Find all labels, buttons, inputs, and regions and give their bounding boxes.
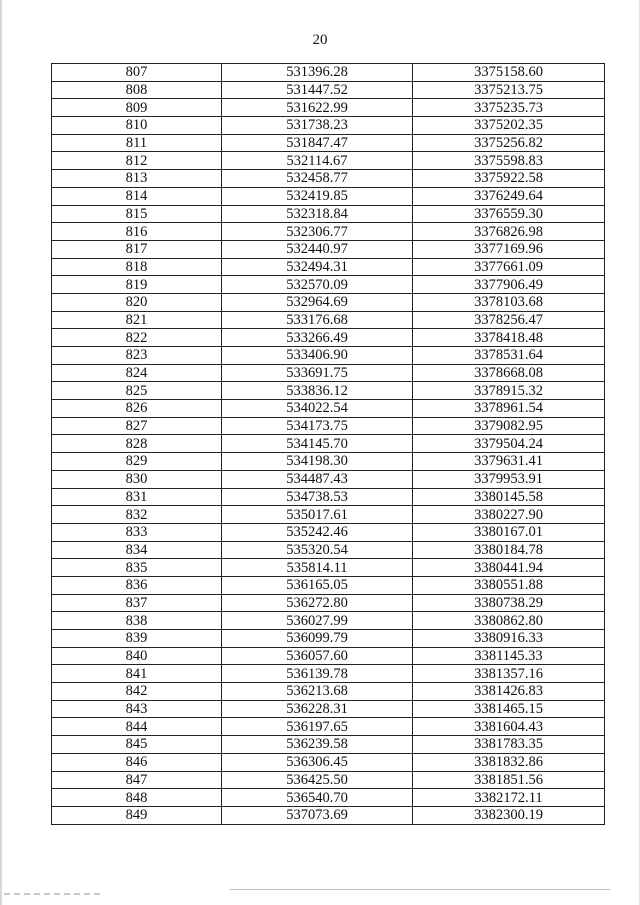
point-number-cell: 831 xyxy=(52,488,222,506)
x-coordinate-cell: 536139.78 xyxy=(222,665,413,683)
coordinates-table-body xyxy=(52,64,605,825)
page-edge-left xyxy=(0,0,2,905)
y-coordinate-cell: 3380167.01 xyxy=(413,523,605,541)
y-coordinate-cell: 3375598.83 xyxy=(413,152,605,170)
x-coordinate-cell: 532458.77 xyxy=(222,170,413,188)
table-row xyxy=(52,665,605,683)
point-number-cell: 829 xyxy=(52,453,222,471)
table-row xyxy=(52,311,605,329)
table-row xyxy=(52,753,605,771)
y-coordinate-cell: 3381357.16 xyxy=(413,665,605,683)
y-coordinate-cell: 3378418.48 xyxy=(413,329,605,347)
table-row xyxy=(52,789,605,807)
x-coordinate-cell: 534487.43 xyxy=(222,470,413,488)
page-number: 20 xyxy=(312,32,328,48)
table-row xyxy=(52,99,605,117)
x-coordinate-cell: 531447.52 xyxy=(222,81,413,99)
x-coordinate-cell: 536425.50 xyxy=(222,771,413,789)
y-coordinate-cell: 3380916.33 xyxy=(413,630,605,648)
point-number-cell: 843 xyxy=(52,700,222,718)
x-coordinate-cell: 534022.54 xyxy=(222,400,413,418)
table-row xyxy=(52,594,605,612)
point-number-cell: 827 xyxy=(52,417,222,435)
point-number-cell: 807 xyxy=(52,64,222,82)
point-number-cell: 809 xyxy=(52,99,222,117)
point-number-cell: 834 xyxy=(52,541,222,559)
x-coordinate-cell: 536213.68 xyxy=(222,683,413,701)
table-row xyxy=(52,435,605,453)
point-number-cell: 848 xyxy=(52,789,222,807)
x-coordinate-cell: 532114.67 xyxy=(222,152,413,170)
table-row xyxy=(52,541,605,559)
table-row xyxy=(52,417,605,435)
point-number-cell: 844 xyxy=(52,718,222,736)
y-coordinate-cell: 3380227.90 xyxy=(413,506,605,524)
table-row xyxy=(52,329,605,347)
table-row xyxy=(52,453,605,471)
y-coordinate-cell: 3377169.96 xyxy=(413,240,605,258)
point-number-cell: 842 xyxy=(52,683,222,701)
table-row xyxy=(52,170,605,188)
y-coordinate-cell: 3381783.35 xyxy=(413,736,605,754)
point-number-cell: 825 xyxy=(52,382,222,400)
y-coordinate-cell: 3375922.58 xyxy=(413,170,605,188)
x-coordinate-cell: 531622.99 xyxy=(222,99,413,117)
y-coordinate-cell: 3379631.41 xyxy=(413,453,605,471)
y-coordinate-cell: 3376559.30 xyxy=(413,205,605,223)
table-row xyxy=(52,81,605,99)
coordinates-table xyxy=(51,63,605,825)
y-coordinate-cell: 3376826.98 xyxy=(413,223,605,241)
y-coordinate-cell: 3378961.54 xyxy=(413,400,605,418)
x-coordinate-cell: 535320.54 xyxy=(222,541,413,559)
table-row xyxy=(52,293,605,311)
table-row xyxy=(52,506,605,524)
y-coordinate-cell: 3381426.83 xyxy=(413,683,605,701)
footer-scan-mark xyxy=(4,893,104,895)
point-number-cell: 835 xyxy=(52,559,222,577)
y-coordinate-cell: 3379082.95 xyxy=(413,417,605,435)
y-coordinate-cell: 3378915.32 xyxy=(413,382,605,400)
y-coordinate-cell: 3378256.47 xyxy=(413,311,605,329)
table-row xyxy=(52,240,605,258)
point-number-cell: 808 xyxy=(52,81,222,99)
point-number-cell: 815 xyxy=(52,205,222,223)
x-coordinate-cell: 536027.99 xyxy=(222,612,413,630)
y-coordinate-cell: 3381465.15 xyxy=(413,700,605,718)
point-number-cell: 830 xyxy=(52,470,222,488)
table-row xyxy=(52,134,605,152)
point-number-cell: 845 xyxy=(52,736,222,754)
x-coordinate-cell: 531738.23 xyxy=(222,117,413,135)
x-coordinate-cell: 536306.45 xyxy=(222,753,413,771)
point-number-cell: 838 xyxy=(52,612,222,630)
x-coordinate-cell: 532306.77 xyxy=(222,223,413,241)
table-row xyxy=(52,223,605,241)
table-row xyxy=(52,612,605,630)
x-coordinate-cell: 533266.49 xyxy=(222,329,413,347)
y-coordinate-cell: 3381604.43 xyxy=(413,718,605,736)
table-row xyxy=(52,382,605,400)
y-coordinate-cell: 3380738.29 xyxy=(413,594,605,612)
x-coordinate-cell: 537073.69 xyxy=(222,806,413,824)
x-coordinate-cell: 536165.05 xyxy=(222,576,413,594)
table-row xyxy=(52,364,605,382)
point-number-cell: 839 xyxy=(52,630,222,648)
y-coordinate-cell: 3376249.64 xyxy=(413,187,605,205)
point-number-cell: 817 xyxy=(52,240,222,258)
point-number-cell: 814 xyxy=(52,187,222,205)
table-row xyxy=(52,718,605,736)
x-coordinate-cell: 533406.90 xyxy=(222,347,413,365)
table-row xyxy=(52,205,605,223)
table-row xyxy=(52,152,605,170)
point-number-cell: 836 xyxy=(52,576,222,594)
point-number-cell: 847 xyxy=(52,771,222,789)
x-coordinate-cell: 531396.28 xyxy=(222,64,413,82)
x-coordinate-cell: 534173.75 xyxy=(222,417,413,435)
y-coordinate-cell: 3378103.68 xyxy=(413,293,605,311)
y-coordinate-cell: 3380862.80 xyxy=(413,612,605,630)
table-row xyxy=(52,117,605,135)
table-row xyxy=(52,647,605,665)
table-row xyxy=(52,258,605,276)
x-coordinate-cell: 532570.09 xyxy=(222,276,413,294)
y-coordinate-cell: 3377661.09 xyxy=(413,258,605,276)
point-number-cell: 826 xyxy=(52,400,222,418)
footer-rule xyxy=(230,889,610,890)
table-row xyxy=(52,400,605,418)
point-number-cell: 849 xyxy=(52,806,222,824)
point-number-cell: 820 xyxy=(52,293,222,311)
point-number-cell: 816 xyxy=(52,223,222,241)
point-number-cell: 832 xyxy=(52,506,222,524)
x-coordinate-cell: 534198.30 xyxy=(222,453,413,471)
point-number-cell: 824 xyxy=(52,364,222,382)
table-row xyxy=(52,523,605,541)
y-coordinate-cell: 3381832.86 xyxy=(413,753,605,771)
point-number-cell: 813 xyxy=(52,170,222,188)
y-coordinate-cell: 3375235.73 xyxy=(413,99,605,117)
x-coordinate-cell: 532419.85 xyxy=(222,187,413,205)
table-row xyxy=(52,630,605,648)
table-row xyxy=(52,347,605,365)
x-coordinate-cell: 536272.80 xyxy=(222,594,413,612)
x-coordinate-cell: 533836.12 xyxy=(222,382,413,400)
point-number-cell: 818 xyxy=(52,258,222,276)
y-coordinate-cell: 3380441.94 xyxy=(413,559,605,577)
x-coordinate-cell: 532440.97 xyxy=(222,240,413,258)
point-number-cell: 837 xyxy=(52,594,222,612)
table-row xyxy=(52,187,605,205)
x-coordinate-cell: 531847.47 xyxy=(222,134,413,152)
y-coordinate-cell: 3382300.19 xyxy=(413,806,605,824)
y-coordinate-cell: 3375213.75 xyxy=(413,81,605,99)
point-number-cell: 821 xyxy=(52,311,222,329)
y-coordinate-cell: 3375202.35 xyxy=(413,117,605,135)
x-coordinate-cell: 536239.58 xyxy=(222,736,413,754)
table-row xyxy=(52,559,605,577)
point-number-cell: 841 xyxy=(52,665,222,683)
x-coordinate-cell: 534145.70 xyxy=(222,435,413,453)
y-coordinate-cell: 3377906.49 xyxy=(413,276,605,294)
point-number-cell: 812 xyxy=(52,152,222,170)
point-number-cell: 810 xyxy=(52,117,222,135)
x-coordinate-cell: 533691.75 xyxy=(222,364,413,382)
point-number-cell: 846 xyxy=(52,753,222,771)
x-coordinate-cell: 536197.65 xyxy=(222,718,413,736)
y-coordinate-cell: 3381145.33 xyxy=(413,647,605,665)
table-row xyxy=(52,700,605,718)
x-coordinate-cell: 535242.46 xyxy=(222,523,413,541)
x-coordinate-cell: 536057.60 xyxy=(222,647,413,665)
y-coordinate-cell: 3379504.24 xyxy=(413,435,605,453)
x-coordinate-cell: 532494.31 xyxy=(222,258,413,276)
table-row xyxy=(52,683,605,701)
x-coordinate-cell: 535017.61 xyxy=(222,506,413,524)
y-coordinate-cell: 3380145.58 xyxy=(413,488,605,506)
table-row xyxy=(52,276,605,294)
x-coordinate-cell: 535814.11 xyxy=(222,559,413,577)
y-coordinate-cell: 3375256.82 xyxy=(413,134,605,152)
x-coordinate-cell: 533176.68 xyxy=(222,311,413,329)
table-row xyxy=(52,470,605,488)
point-number-cell: 828 xyxy=(52,435,222,453)
table-row xyxy=(52,736,605,754)
point-number-cell: 811 xyxy=(52,134,222,152)
y-coordinate-cell: 3379953.91 xyxy=(413,470,605,488)
y-coordinate-cell: 3381851.56 xyxy=(413,771,605,789)
x-coordinate-cell: 536540.70 xyxy=(222,789,413,807)
y-coordinate-cell: 3378668.08 xyxy=(413,364,605,382)
x-coordinate-cell: 536228.31 xyxy=(222,700,413,718)
x-coordinate-cell: 532318.84 xyxy=(222,205,413,223)
table-row xyxy=(52,806,605,824)
point-number-cell: 822 xyxy=(52,329,222,347)
y-coordinate-cell: 3378531.64 xyxy=(413,347,605,365)
y-coordinate-cell: 3375158.60 xyxy=(413,64,605,82)
table-row xyxy=(52,576,605,594)
point-number-cell: 823 xyxy=(52,347,222,365)
x-coordinate-cell: 534738.53 xyxy=(222,488,413,506)
table-row xyxy=(52,771,605,789)
y-coordinate-cell: 3380551.88 xyxy=(413,576,605,594)
x-coordinate-cell: 536099.79 xyxy=(222,630,413,648)
table-row xyxy=(52,488,605,506)
point-number-cell: 833 xyxy=(52,523,222,541)
point-number-cell: 840 xyxy=(52,647,222,665)
y-coordinate-cell: 3380184.78 xyxy=(413,541,605,559)
point-number-cell: 819 xyxy=(52,276,222,294)
y-coordinate-cell: 3382172.11 xyxy=(413,789,605,807)
table-row xyxy=(52,64,605,82)
x-coordinate-cell: 532964.69 xyxy=(222,293,413,311)
